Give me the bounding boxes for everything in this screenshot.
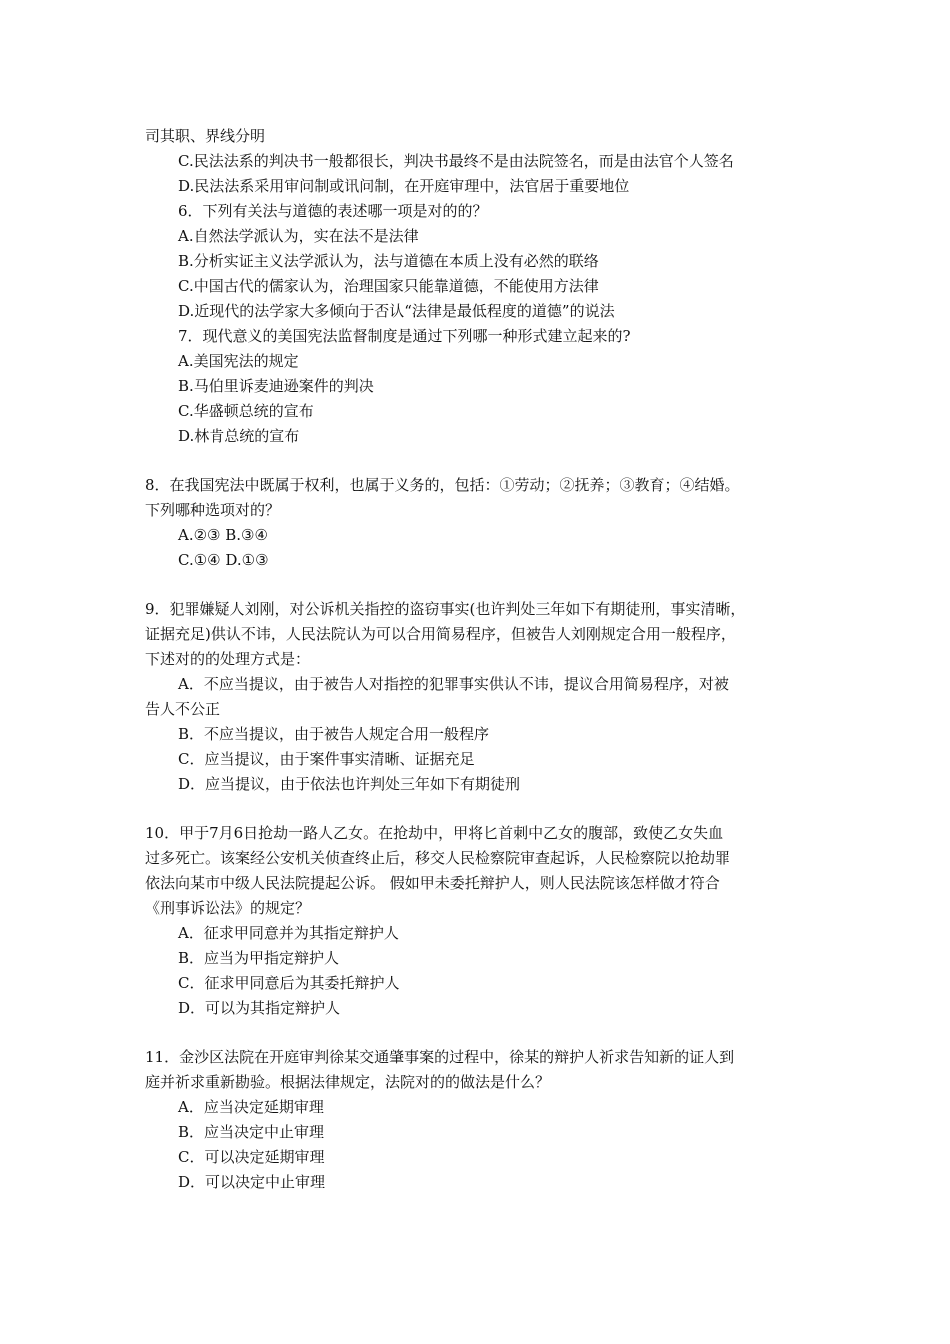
question-10-option-c: C．征求甲同意后为其委托辩护人: [178, 974, 400, 992]
question-7-option-d: D.林肯总统的宣布: [178, 427, 300, 445]
question-6-option-b: B.分析实证主义法学派认为，法与道德在本质上没有必然的联络: [178, 252, 599, 270]
question-9-stem-line-3: 下述对的的处理方式是：: [145, 650, 311, 668]
question-6-option-a: A.自然法学派认为，实在法不是法律: [178, 227, 419, 245]
question-11-option-c: C．可以决定延期审理: [178, 1148, 325, 1166]
question-11-stem-line-2: 庭并祈求重新勘验。根据法律规定，法院对的的做法是什么？: [145, 1073, 551, 1091]
question-10-stem-line-3: 依法向某市中级人民法院提起公诉。 假如甲未委托辩护人，则人民法院该怎样做才符合: [145, 874, 720, 892]
question-11-stem-line-1: 11．金沙区法院在开庭审判徐某交通肇事案的过程中，徐某的辩护人祈求告知新的证人到: [145, 1048, 735, 1066]
question-7-option-c: C.华盛顿总统的宣布: [178, 402, 314, 420]
paragraph-gap: [145, 573, 815, 597]
option-d: D.民法法系采用审问制或讯问制，在开庭审理中，法官居于重要地位: [178, 177, 630, 195]
question-8-options-cd: C.①④ D.①③: [178, 551, 269, 569]
question-11-option-d: D．可以决定中止审理: [178, 1173, 326, 1191]
question-10-stem-line-1: 10．甲于7月6日抢劫一路人乙女。在抢劫中，甲将匕首刺中乙女的腹部，致使乙女失血: [145, 824, 724, 842]
question-9-option-a-line-1: A．不应当提议，由于被告人对指控的犯罪事实供认不讳，提议合用简易程序，对被: [178, 675, 729, 693]
question-9-stem-line-1: 9．犯罪嫌疑人刘刚，对公诉机关指控的盗窃事实(也许判处三年如下有期徒刑，事实清晰，: [145, 600, 746, 618]
question-9-option-a-line-2: 告人不公正: [145, 700, 221, 718]
question-9-option-c: C．应当提议，由于案件事实清晰、证据充足: [178, 750, 475, 768]
question-11-option-a: A．应当决定延期审理: [178, 1098, 324, 1116]
question-7-option-b: B.马伯里诉麦迪逊案件的判决: [178, 377, 374, 395]
question-10-stem-line-2: 过多死亡。该案经公安机关侦查终止后，移交人民检察院审查起诉，人民检察院以抢劫罪: [145, 849, 731, 867]
question-7-option-a: A.美国宪法的规定: [178, 352, 299, 370]
question-8-options-ab: A.②③ B.③④: [178, 526, 268, 544]
question-7-stem: 7．现代意义的美国宪法监督制度是通过下列哪一种形式建立起来的?: [178, 327, 631, 345]
document-body: [145, 124, 815, 1195]
question-9-stem-line-2: 证据充足)供认不讳，人民法院认为可以合用简易程序，但被告人刘刚规定合用一般程序，: [145, 625, 736, 643]
question-8-stem-line-2: 下列哪种选项对的？: [145, 501, 281, 519]
question-10-option-a: A．征求甲同意并为其指定辩护人: [178, 924, 399, 942]
continuation-text: 司其职、界线分明: [145, 127, 266, 145]
question-9-option-b: B．不应当提议，由于被告人规定合用一般程序: [178, 725, 490, 743]
option-c: C.民法法系的判决书一般都很长，判决书最终不是由法院签名，而是由法官个人签名: [178, 152, 734, 170]
question-10-option-d: D．可以为其指定辩护人: [178, 999, 341, 1017]
question-8-stem-line-1: 8．在我国宪法中既属于权利，也属于义务的，包括：①劳动；②抚养；③教育；④结婚。: [145, 476, 740, 494]
paragraph-gap: [145, 449, 815, 473]
paragraph-gap: [145, 1021, 815, 1045]
question-11-option-b: B．应当决定中止审理: [178, 1123, 325, 1141]
question-9-option-d: D．应当提议，由于依法也许判处三年如下有期徒刑: [178, 775, 521, 793]
paragraph-gap: [145, 797, 815, 821]
question-10-stem-line-4: 《刑事诉讼法》的规定？: [145, 899, 311, 917]
question-6-stem: 6．下列有关法与道德的表述哪一项是对的的？: [178, 202, 488, 220]
question-6-option-c: C.中国古代的儒家认为，治理国家只能靠道德，不能使用方法律: [178, 277, 599, 295]
question-6-option-d: D.近现代的法学家大多倾向于否认“法律是最低程度的道德”的说法: [178, 302, 615, 320]
question-10-option-b: B．应当为甲指定辩护人: [178, 949, 340, 967]
